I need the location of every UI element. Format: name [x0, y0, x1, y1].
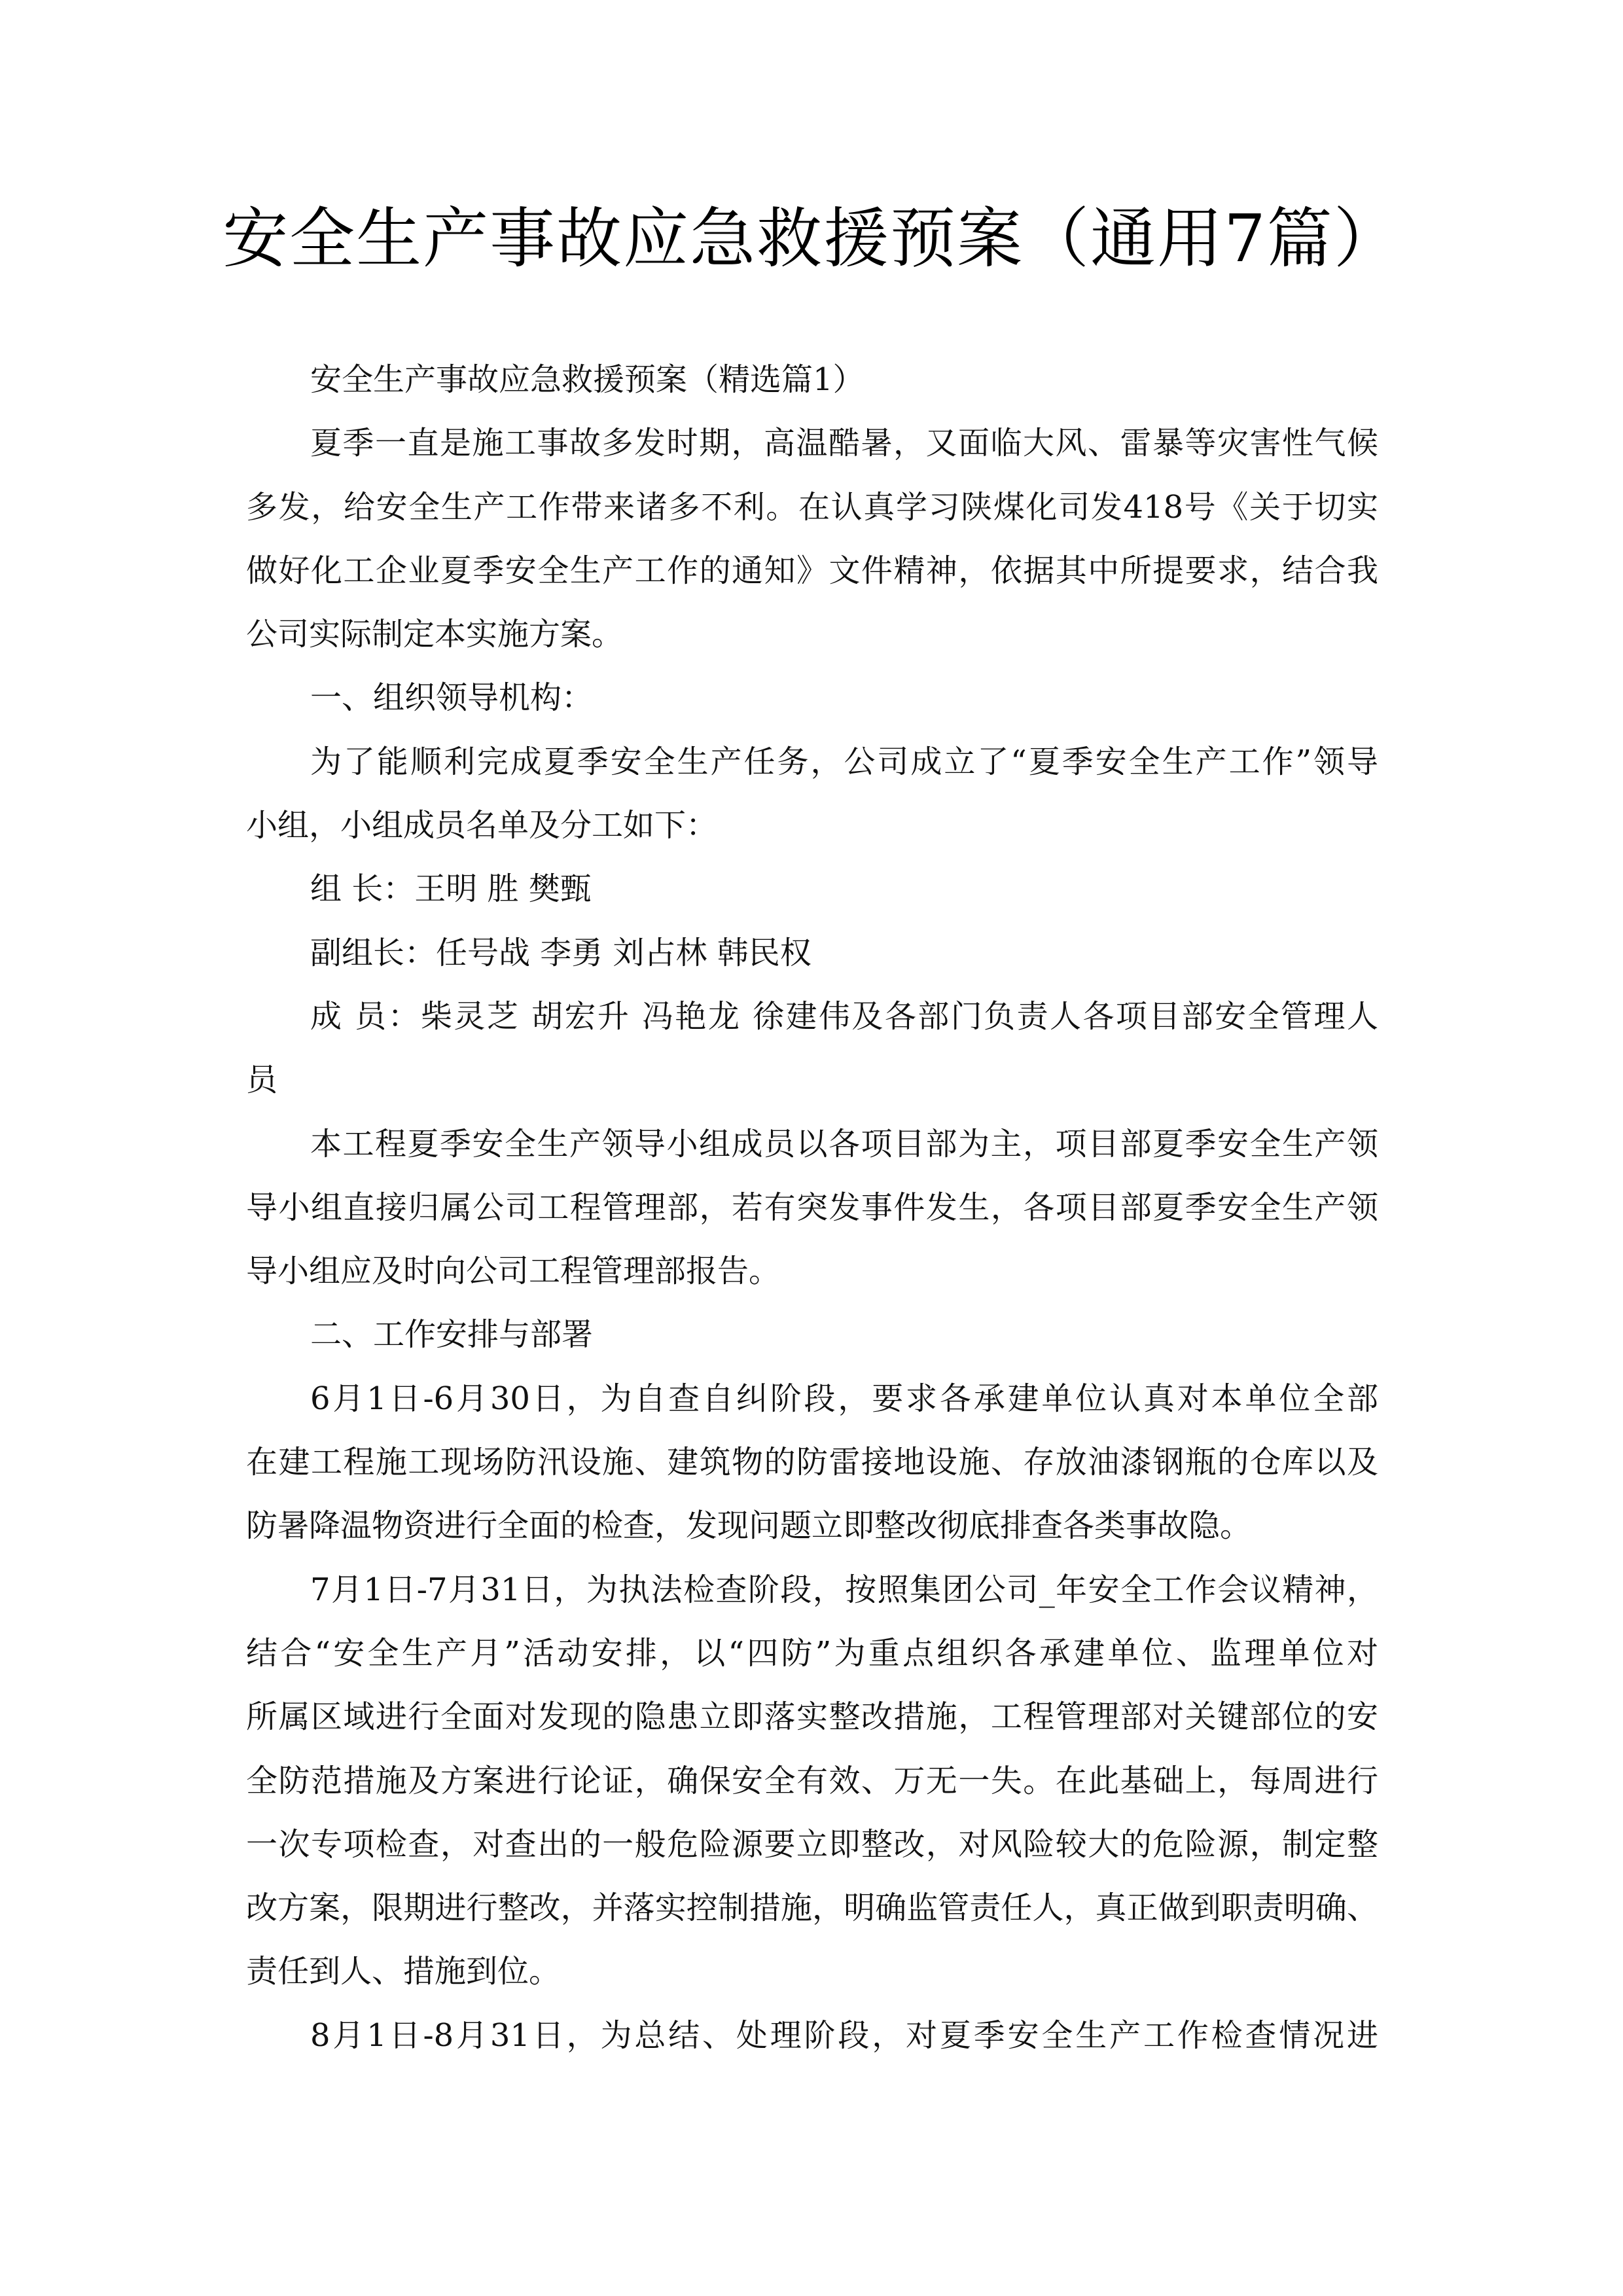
paragraph-line: 7月1日-7月31日，为执法检查阶段，按照集团公司_年安全工作会议精神，	[310, 1571, 1378, 1608]
paragraph-line: 小组，小组成员名单及分工如下：	[246, 807, 718, 844]
paragraph-line: 为了能顺利完成夏季安全生产任务，公司成立了“夏季安全生产工作”领导	[310, 743, 1378, 780]
document-body	[246, 348, 1378, 2068]
paragraph-line: 本工程夏季安全生产领导小组成员以各项目部为主，项目部夏季安全生产领	[310, 1125, 1378, 1162]
paragraph-line: 夏季一直是施工事故多发时期，高温酷暑，又面临大风、雷暴等灾害性气候	[310, 425, 1378, 462]
section-heading-article-1: 安全生产事故应急救援预案（精选篇1）	[310, 361, 865, 398]
team-leader-line: 组 长：王明 胜 樊甄	[310, 870, 592, 908]
paragraph-line: 导小组直接归属公司工程管理部，若有突发事件发生，各项目部夏季安全生产领	[246, 1189, 1378, 1226]
paragraph-line: 导小组应及时向公司工程管理部报告。	[246, 1253, 781, 1290]
paragraph-line: 6月1日-6月30日，为自查自纠阶段，要求各承建单位认真对本单位全部	[310, 1380, 1378, 1417]
document-title: 安全生产事故应急救援预案（通用7篇）	[223, 200, 1400, 277]
paragraph-line: 责任到人、措施到位。	[246, 1953, 561, 1990]
section-heading-organization: 一、组织领导机构：	[310, 679, 594, 717]
paragraph-line: 一次专项检查，对查出的一般危险源要立即整改，对风险较大的危险源，制定整	[246, 1825, 1378, 1863]
section-heading-work-arrangement: 二、工作安排与部署	[310, 1316, 594, 1354]
paragraph-line: 改方案，限期进行整改，并落实控制措施，明确监管责任人，真正做到职责明确、	[246, 1890, 1378, 1927]
paragraph-line: 做好化工企业夏季安全生产工作的通知》文件精神，依据其中所提要求，结合我	[246, 552, 1378, 589]
paragraph-line: 防暑降温物资进行全面的检查，发现问题立即整改彻底排查各类事故隐。	[246, 1507, 1252, 1545]
paragraph-line: 在建工程施工现场防汛设施、建筑物的防雷接地设施、存放油漆钢瓶的仓库以及	[246, 1444, 1378, 1481]
paragraph-line: 8月1日-8月31日，为总结、处理阶段，对夏季安全生产工作检查情况进	[310, 2017, 1378, 2054]
members-line: 成 员：柴灵芝 胡宏升 冯艳龙 徐建伟及各部门负责人各项目部安全管理人	[310, 997, 1378, 1035]
paragraph-line: 全防范措施及方案进行论证，确保安全有效、万无一失。在此基础上，每周进行	[246, 1762, 1378, 1799]
deputy-leader-line: 副组长：任号战 李勇 刘占林 韩民权	[310, 934, 812, 971]
members-line: 员	[246, 1062, 278, 1099]
paragraph-line: 公司实际制定本实施方案。	[246, 616, 624, 653]
paragraph-line: 所属区域进行全面对发现的隐患立即落实整改措施，工程管理部对关键部位的安	[246, 1698, 1378, 1736]
paragraph-line: 结合“安全生产月”活动安排，以“四防”为重点组织各承建单位、监理单位对	[246, 1634, 1378, 1672]
paragraph-line: 多发，给安全生产工作带来诸多不利。在认真学习陕煤化司发418号《关于切实	[246, 488, 1378, 526]
